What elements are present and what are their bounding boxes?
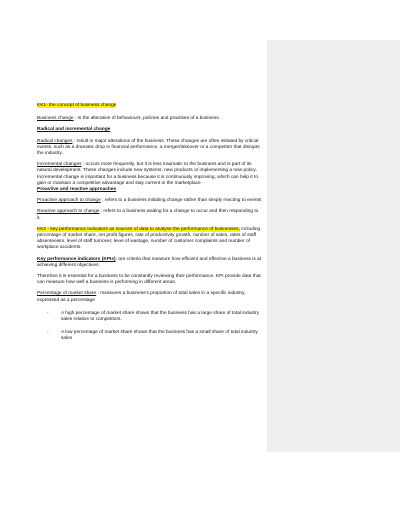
reactive-def: Reactive approach to change : refers to a business waiting for a change to occur and then responding to it. xyxy=(37,209,259,221)
kk1-heading: KK1- the concept of business change xyxy=(37,103,117,108)
kpi-paragraph: Therefore it is essential for a business to be constantly reviewing their performance. KPI provide data that can measure how well a business is performing in different areas. xyxy=(37,274,261,286)
list-item: - A low percentage of market share shows that the business has a small share of total industry sales xyxy=(47,330,258,342)
incremental-changes-def: Incremental changes : occurs more frequently, but it is less traumatic to the business and is part of its natural development. These changes include new systems, new products or implementing a new policy. Incremental change is important for a business because it is continuously improving, which can help it to gain or maintain a competitive advantage and stay current in the marketplace xyxy=(37,162,259,186)
business-change-def: Business change : Is the alteration of behaviours, policies and practises of a business. xyxy=(37,116,220,122)
radical-changes-def: Radical changes : result in major alterations of the business. These changes are often initiated by critical events, such as a dramatic drop in financial performance, a merger/takeover or a competitor that disrupts the industry. xyxy=(37,138,260,157)
kk2-paragraph: KK2 - key performance indicators as sources of data to analyse the performance of businesses, including percentage of market share, net profit figures, rate of productivity growth, number of sales, rates of staff absenteeism, level of staff turnover, level of wastage, number of customer complaints and number of workplace accidents. xyxy=(37,226,261,251)
kpi-def: Key performance indicators (KPIs): are criteria that measure how efficient and effective a business is at achieving different objectives. xyxy=(37,256,262,268)
radical-incremental-heading: Radical and incremental change xyxy=(37,127,111,133)
document-body xyxy=(37,103,262,343)
proactive-reactive-heading: Proactive and reactive approaches xyxy=(37,187,117,193)
list-item: - A high percentage of market share shows that the business has a large share of total industry sales relative to competitors. xyxy=(47,310,260,323)
proactive-def: Proactive approach to change : refers to a business initiating change rather than simply reacting to events xyxy=(37,198,262,204)
market-share-def: Percentage of market share : measures a business's proportion of total sales in a specific industry, expressed as a percentage xyxy=(37,291,246,303)
comment-pane xyxy=(267,40,400,452)
